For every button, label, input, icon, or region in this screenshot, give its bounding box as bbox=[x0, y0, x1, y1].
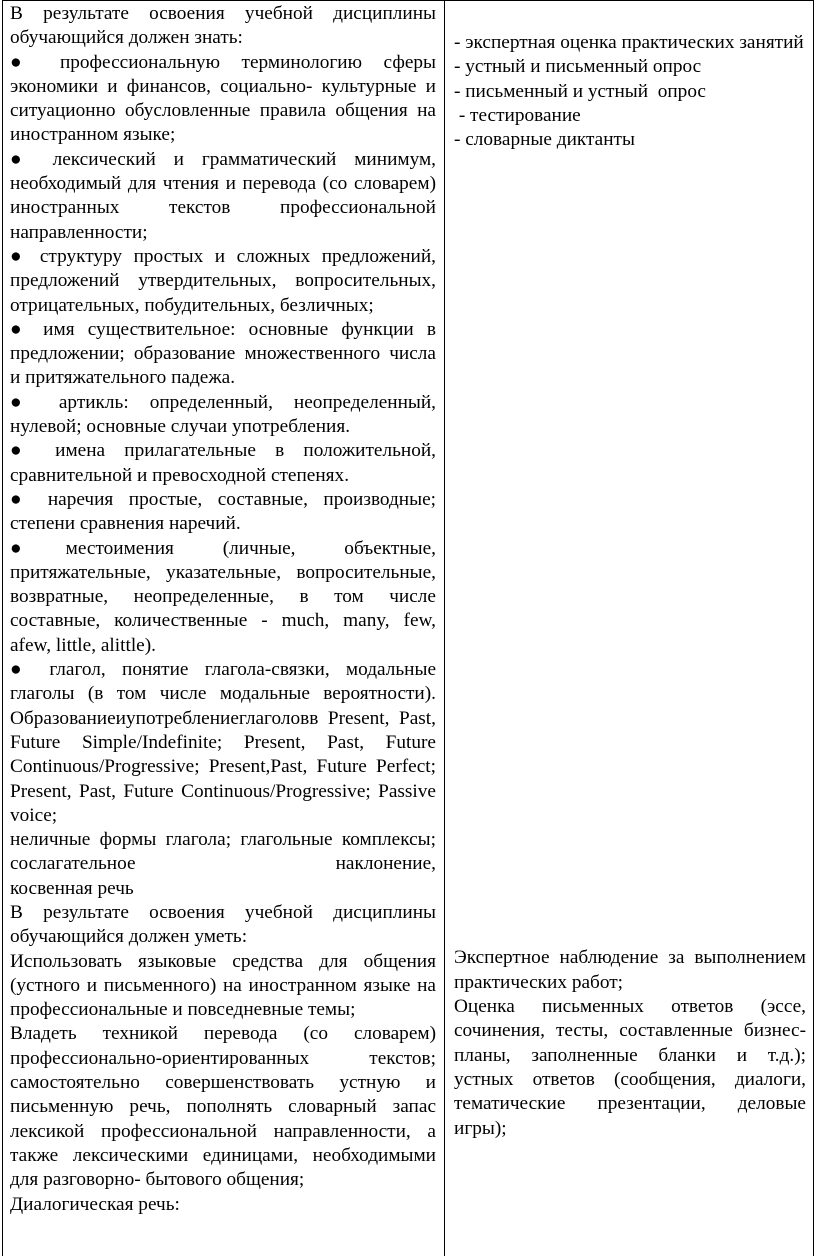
know-item: косвенная речь bbox=[10, 877, 134, 899]
able-assessment-item: Оценка письменных ответов (эссе, сочинения, тесты, составленные бизнес-планы, заполненные бланки и т.д.); устных ответов (сообщения, диалоги, тематические презентации, деловые игры); bbox=[454, 996, 806, 1139]
column-divider bbox=[444, 0, 445, 1256]
know-item: ● структуру простых и сложных предложений, предложений утвердительных, вопросительных, отрицательных, побудительных, безличных; bbox=[10, 245, 436, 316]
know-item: ●местоимения (личные, объектные, притяжательные, указательные, вопросительные, возвратные, неопределенные, в том числе составные, количественные - much, many, few, afew, little, alittle). bbox=[10, 537, 436, 656]
able-intro: В результате освоения учебной дисциплины обучающийся должен уметь: bbox=[10, 901, 436, 948]
able-item: Владеть техникой перевода (со словарем) профессионально-ориентированных текстов; самостоятельно совершенствовать устную и письменную речь, пополнять словарный запас лексикой профессиональной направленности, а также лексическими единицами, необходимыми для разговорно- бытового общения; bbox=[10, 1023, 436, 1191]
know-item: ● лексический и грамматический минимум, необходимый для чтения и перевода (со словарем) иностранных текстов профессиональной направленности; bbox=[10, 148, 436, 243]
know-item: ● артикль: определенный, неопределенный, нулевой; основные случаи употребления. bbox=[10, 391, 436, 438]
know-item: ● имена прилагательные в положительной, сравнительной и превосходной степенях. bbox=[10, 440, 436, 486]
know-intro: В результате освоения учебной дисциплины обучающийся должен знать: bbox=[10, 3, 436, 49]
know-assessment-item: - письменный и устный опрос bbox=[454, 80, 706, 102]
know-assessment-item: - тестирование bbox=[454, 104, 581, 126]
know-item: ● наречия простые, составные, производные; степени сравнения наречий. bbox=[10, 488, 436, 535]
know-item: ● имя существительное: основные функции в предложении; образование множественного числа и притяжательного падежа. bbox=[10, 318, 436, 389]
know-item: неличные формы глагола; глагольные комплексы; сослагательное наклонение, bbox=[10, 829, 436, 875]
able-assessment-item: Экспертное наблюдение за выполнением практических работ; bbox=[454, 947, 806, 993]
assessment-methods-column bbox=[454, 2, 806, 1141]
know-item: ● профессиональную терминологию сферы экономики и финансов, социально- культурные и ситуационно обусловленные правила общения на иностранном языке; bbox=[10, 51, 436, 146]
know-item: ● глагол, понятие глагола-связки, модальные глаголы (в том числе модальные вероятности). Образованиеиупотреблениеглаголовв Present, Past, Future Simple/Indefinite; Present, Past, Future Continuous/Progressive; Present,Past, Future Perfect; Present, Past, Future Continuous/Progressive; Passive voice; bbox=[10, 659, 436, 826]
learning-outcomes-column bbox=[10, 2, 436, 1217]
know-assessment-item: - экспертная оценка практических занятий bbox=[454, 32, 804, 53]
able-item: Диалогическая речь: bbox=[10, 1193, 180, 1215]
know-assessment-item: - устный и письменный опрос bbox=[454, 56, 702, 78]
able-item: Использовать языковые средства для общения (устного и письменного) на иностранном языке на профессиональные и повседневные темы; bbox=[10, 950, 436, 1021]
know-assessment-item: - словарные диктанты bbox=[454, 129, 635, 151]
